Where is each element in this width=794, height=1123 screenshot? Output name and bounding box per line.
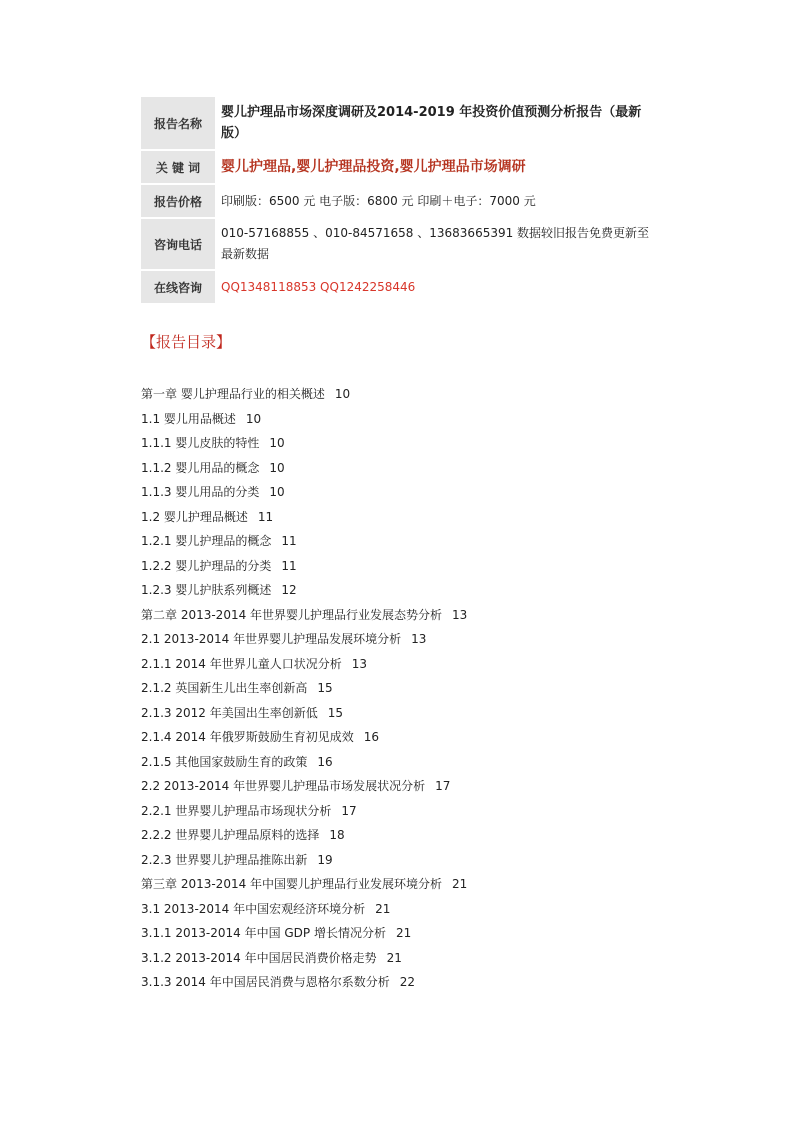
toc-item-text: 第一章 婴儿护理品行业的相关概述 <box>141 387 325 401</box>
toc-item <box>141 603 681 628</box>
toc-item <box>141 529 681 554</box>
toc-item <box>141 407 681 432</box>
info-row-keywords <box>141 151 661 183</box>
toc-item-page: 21 <box>452 877 468 891</box>
info-label: 报告价格 <box>141 185 215 217</box>
toc-item-text: 2.1.5 其他国家鼓励生育的政策 <box>141 754 308 769</box>
toc-item-text: 1.2.2 婴儿护理品的分类 <box>141 558 272 573</box>
toc-item-text: 第二章 2013-2014 年世界婴儿护理品行业发展态势分析 <box>141 607 443 622</box>
toc-item <box>141 848 681 873</box>
toc-item-text: 2.2.3 世界婴儿护理品推陈出新 <box>141 852 308 867</box>
toc-item <box>141 627 681 652</box>
toc-item-text: 3.1.2 2013-2014 年中国居民消费价格走势 <box>141 950 377 965</box>
toc-item-text: 3.1.1 2013-2014 年中国 GDP 增长情况分析 <box>141 926 386 940</box>
toc-item <box>141 921 681 946</box>
toc-item-page: 10 <box>269 485 285 499</box>
toc-item-page: 16 <box>363 730 379 744</box>
qq-links[interactable]: QQ1348118853 QQ1242258446 <box>221 279 416 294</box>
toc-item-text: 第三章 2013-2014 年中国婴儿护理品行业发展环境分析 <box>141 877 443 891</box>
toc-item <box>141 652 681 677</box>
info-label: 在线咨询 <box>141 271 215 303</box>
toc-item-page: 21 <box>395 926 412 940</box>
info-label: 咨询电话 <box>141 219 215 269</box>
toc-item-text: 1.1 婴儿用品概述 <box>141 411 236 426</box>
toc-item <box>141 799 681 824</box>
report-name-value <box>215 97 661 149</box>
toc-item-text: 1.1.1 婴儿皮肤的特性 <box>141 436 260 450</box>
phone-value: 010-57168855 、010-84571658 、13683665391 数据较旧报告免费更新至最新数据 <box>221 226 650 261</box>
toc-item-page: 13 <box>351 656 367 671</box>
toc-item-page: 10 <box>334 387 351 401</box>
info-row-phone <box>141 219 661 269</box>
toc-item-page: 21 <box>375 901 391 916</box>
toc-item-text: 2.2 2013-2014 年世界婴儿护理品市场发展状况分析 <box>141 779 426 793</box>
toc-item <box>141 701 681 726</box>
toc-item <box>141 505 681 530</box>
info-row-name <box>141 97 661 149</box>
toc-item-text: 1.2.3 婴儿护肤系列概述 <box>141 583 272 597</box>
toc-item-page: 22 <box>399 975 415 989</box>
toc-item-text: 1.1.2 婴儿用品的概念 <box>141 460 260 475</box>
price-value: 印刷版：6500 元 电子版：6800 元 印刷＋电子：7000 元 <box>221 193 536 208</box>
info-row-price <box>141 185 661 217</box>
toc-item-text: 2.1.2 英国新生儿出生率创新高 <box>141 681 308 695</box>
toc-item-page: 11 <box>281 534 297 548</box>
online-consult-value <box>215 271 661 303</box>
toc-item-page: 11 <box>281 558 297 573</box>
toc-item-text: 2.1.4 2014 年俄罗斯鼓励生育初见成效 <box>141 730 354 744</box>
toc-item <box>141 382 681 407</box>
toc-item-page: 16 <box>317 754 333 769</box>
toc-item-page: 13 <box>452 607 468 622</box>
toc-item-page: 15 <box>327 705 343 720</box>
toc-item <box>141 676 681 701</box>
toc-item-text: 2.2.2 世界婴儿护理品原料的选择 <box>141 828 320 842</box>
report-info-table <box>141 95 661 305</box>
toc-item-page: 17 <box>341 803 357 818</box>
toc-item <box>141 554 681 579</box>
toc-item <box>141 431 681 456</box>
toc-item-text: 2.2.1 世界婴儿护理品市场现状分析 <box>141 803 332 818</box>
toc-item <box>141 970 681 995</box>
toc-item-text: 2.1 2013-2014 年世界婴儿护理品发展环境分析 <box>141 632 402 646</box>
toc-item <box>141 897 681 922</box>
toc-item <box>141 456 681 481</box>
section-title: 【报告目录】 <box>141 333 232 351</box>
toc-item-page: 19 <box>317 852 333 867</box>
toc-item-text: 1.1.3 婴儿用品的分类 <box>141 485 260 499</box>
keywords-value <box>215 151 661 183</box>
toc-item-page: 15 <box>317 681 333 695</box>
toc-item-text: 3.1 2013-2014 年中国宏观经济环境分析 <box>141 901 366 916</box>
toc-item <box>141 946 681 971</box>
info-row-online <box>141 271 661 303</box>
toc-item <box>141 774 681 799</box>
toc-item <box>141 480 681 505</box>
keywords-text: 婴儿护理品,婴儿护理品投资,婴儿护理品市场调研 <box>221 158 526 175</box>
toc-item-text: 1.2 婴儿护理品概述 <box>141 509 248 524</box>
report-name-text: 婴儿护理品市场深度调研及2014-2019 年投资价值预测分析报告（最新版） <box>221 105 642 141</box>
toc-item-page: 11 <box>257 509 274 524</box>
info-label: 关 键 词 <box>141 151 215 183</box>
toc-item <box>141 750 681 775</box>
toc-item-page: 12 <box>281 583 297 597</box>
toc-item-text: 2.1.3 2012 年美国出生率创新低 <box>141 705 318 720</box>
toc-item-page: 10 <box>245 411 262 426</box>
info-label: 报告名称 <box>141 97 215 149</box>
toc-item <box>141 872 681 897</box>
toc-item <box>141 823 681 848</box>
toc-item <box>141 578 681 603</box>
toc-item-text: 1.2.1 婴儿护理品的概念 <box>141 534 272 548</box>
toc-item-page: 21 <box>386 950 402 965</box>
toc-item <box>141 725 681 750</box>
toc-item-text: 3.1.3 2014 年中国居民消费与恩格尔系数分析 <box>141 975 390 989</box>
toc-item-text: 2.1.1 2014 年世界儿童人口状况分析 <box>141 656 342 671</box>
toc-item-page: 13 <box>411 632 427 646</box>
toc-item-page: 10 <box>269 460 285 475</box>
toc-item-page: 17 <box>435 779 451 793</box>
toc-item-page: 10 <box>269 436 285 450</box>
toc-item-page: 18 <box>329 828 345 842</box>
table-of-contents <box>141 382 681 995</box>
